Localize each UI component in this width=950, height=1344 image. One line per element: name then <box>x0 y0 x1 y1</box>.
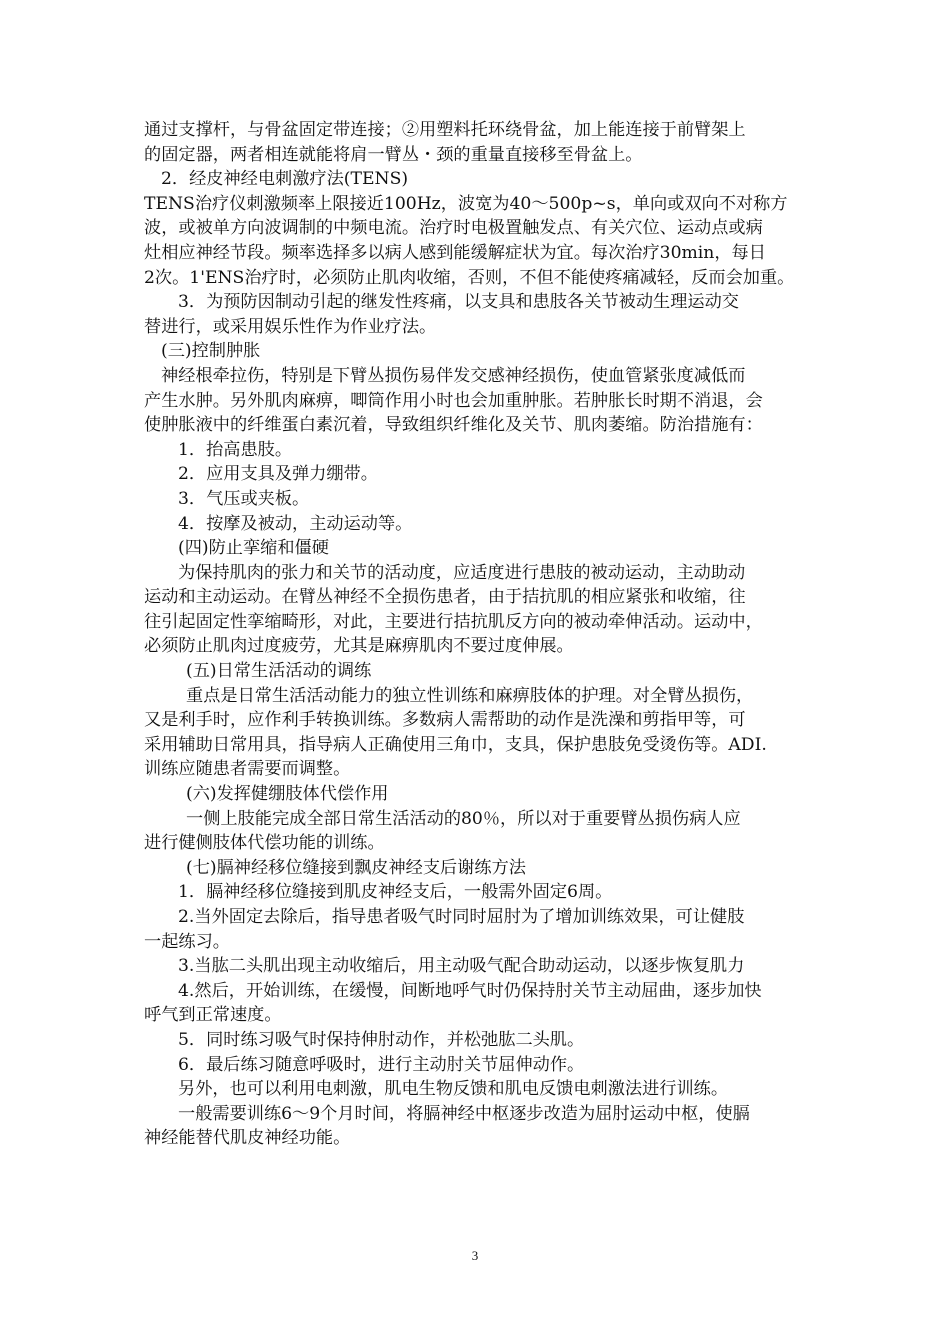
text-line: TENS治疗仪刺激频率上限接近100Hz，波宽为40～500p~s，单向或双向不对称方 <box>144 193 788 214</box>
text-line: 为保持肌肉的张力和关节的活动度，应适度进行患肢的被动运动，主动助动 <box>178 562 746 583</box>
text-line: 使肿胀液中的纤维蛋白素沉着，导致组织纤维化及关节、肌肉萎缩。防治措施有： <box>144 415 763 436</box>
text-line: 神经根牵拉伤，特别是下臂丛损伤易伴发交感神经损伤，使血管紧张度减低而 <box>161 365 746 386</box>
text-line: 呼气到正常速度。 <box>144 1005 282 1026</box>
text-line: 2．经皮神经电刺激疗法(TENS) <box>161 169 409 190</box>
text-line: 2．应用支具及弹力绷带。 <box>178 464 378 485</box>
text-line: 进行健侧肢体代偿功能的训练。 <box>144 833 385 854</box>
text-line: (三)控制肿胀 <box>161 341 261 362</box>
text-line: (四)防止挛缩和僵硬 <box>178 538 329 559</box>
text-line: 2.当外固定去除后，指导患者吸气时同时屈肘为了增加训练效果，可让健肢 <box>178 907 745 927</box>
text-line: 6．最后练习随意呼吸时，进行主动肘关节屈伸动作。 <box>178 1054 585 1075</box>
document-body <box>144 118 808 1151</box>
text-line: 产生水肿。另外肌肉麻痹，唧筒作用小时也会加重肿胀。若肿胀长时期不消退，会 <box>144 390 763 411</box>
text-line: 2次。1'ENS治疗时，必须防止肌肉收缩，否则，不但不能使疼痛减轻，反而会加重。 <box>144 267 795 288</box>
text-line: 又是利手时，应作利手转换训练。多数病人需帮助的动作是洗澡和剪指甲等，可 <box>144 710 746 731</box>
text-line: 通过支撑杆，与骨盆固定带连接；②用塑料托环绕骨盆，加上能连接于前臂架上 <box>144 120 746 140</box>
text-line: 神经能替代肌皮神经功能。 <box>144 1128 351 1149</box>
page-number: 3 <box>471 1248 479 1263</box>
text-line: (六)发挥健绷肢体代偿作用 <box>186 784 389 805</box>
text-line: 4.然后，开始训练，在缓慢，间断地呼气时仍保持肘关节主动屈曲，逐步加快 <box>178 980 762 1001</box>
text-line: 一般需要训练6～9个月时间，将膈神经中枢逐步改造为屈肘运动中枢，使膈 <box>178 1103 750 1124</box>
text-line: 1．抬高患肢。 <box>178 439 293 460</box>
text-line: (七)膈神经移位缝接到飘皮神经支后谢练方法 <box>186 857 526 878</box>
text-line: 一起练习。 <box>144 931 230 952</box>
text-line: 采用辅助日常用具，指导病人正确使用三角巾，支具，保护患肢免受烫伤等。ADI. <box>144 734 767 755</box>
text-line: (五)日常生活活动的调练 <box>186 661 372 682</box>
text-line: 必须防止肌肉过度疲劳，尤其是麻痹肌肉不要过度伸展。 <box>144 636 574 657</box>
text-line: 3.当肱二头肌出现主动收缩后，用主动吸气配合助动运动，以逐步恢复肌力 <box>178 956 745 977</box>
text-line: 3．气压或夹板。 <box>178 488 310 509</box>
text-line: 3．为预防因制动引起的继发性疼痛，以支具和患肢各关节被动生理运动交 <box>178 292 739 313</box>
text-line: 运动和主动运动。在臂丛神经不全损伤患者，由于拮抗肌的相应紧张和收缩，往 <box>144 587 746 608</box>
text-line: 5．同时练习吸气时保持伸肘动作，并松弛肱二头肌。 <box>178 1029 585 1050</box>
text-line: 重点是日常生活活动能力的独立性训练和麻痹肢体的护理。对全臂丛损伤， <box>186 685 754 706</box>
text-line: 的固定器，两者相连就能将肩一臂丛・颈的重量直接移至骨盆上。 <box>144 144 643 165</box>
text-line: 波，或被单方向波调制的中频电流。治疗时电极置触发点、有关穴位、运动点或病 <box>144 218 763 239</box>
text-line: 1．膈神经移位缝接到肌皮神经支后，一般需外固定6周。 <box>178 882 613 903</box>
text-line: 训练应随患者需要而调整。 <box>144 759 351 780</box>
text-line: 灶相应神经节段。频率选择多以病人感到能缓解症状为宜。每次治疗30min，每日 <box>144 242 766 263</box>
text-line: 替进行，或采用娱乐性作为作业疗法。 <box>144 316 437 337</box>
text-line: 一侧上肢能完成全部日常生活活动的80％，所以对于重要臂丛损伤病人应 <box>186 808 741 829</box>
text-line: 4．按摩及被动，主动运动等。 <box>178 513 413 534</box>
text-line: 往引起固定性挛缩畸形，对此，主要进行拮抗肌反方向的被动牵伸活动。运动中， <box>144 611 763 632</box>
text-line: 另外，也可以利用电刺激，肌电生物反馈和肌电反馈电刺激法进行训练。 <box>178 1079 729 1100</box>
